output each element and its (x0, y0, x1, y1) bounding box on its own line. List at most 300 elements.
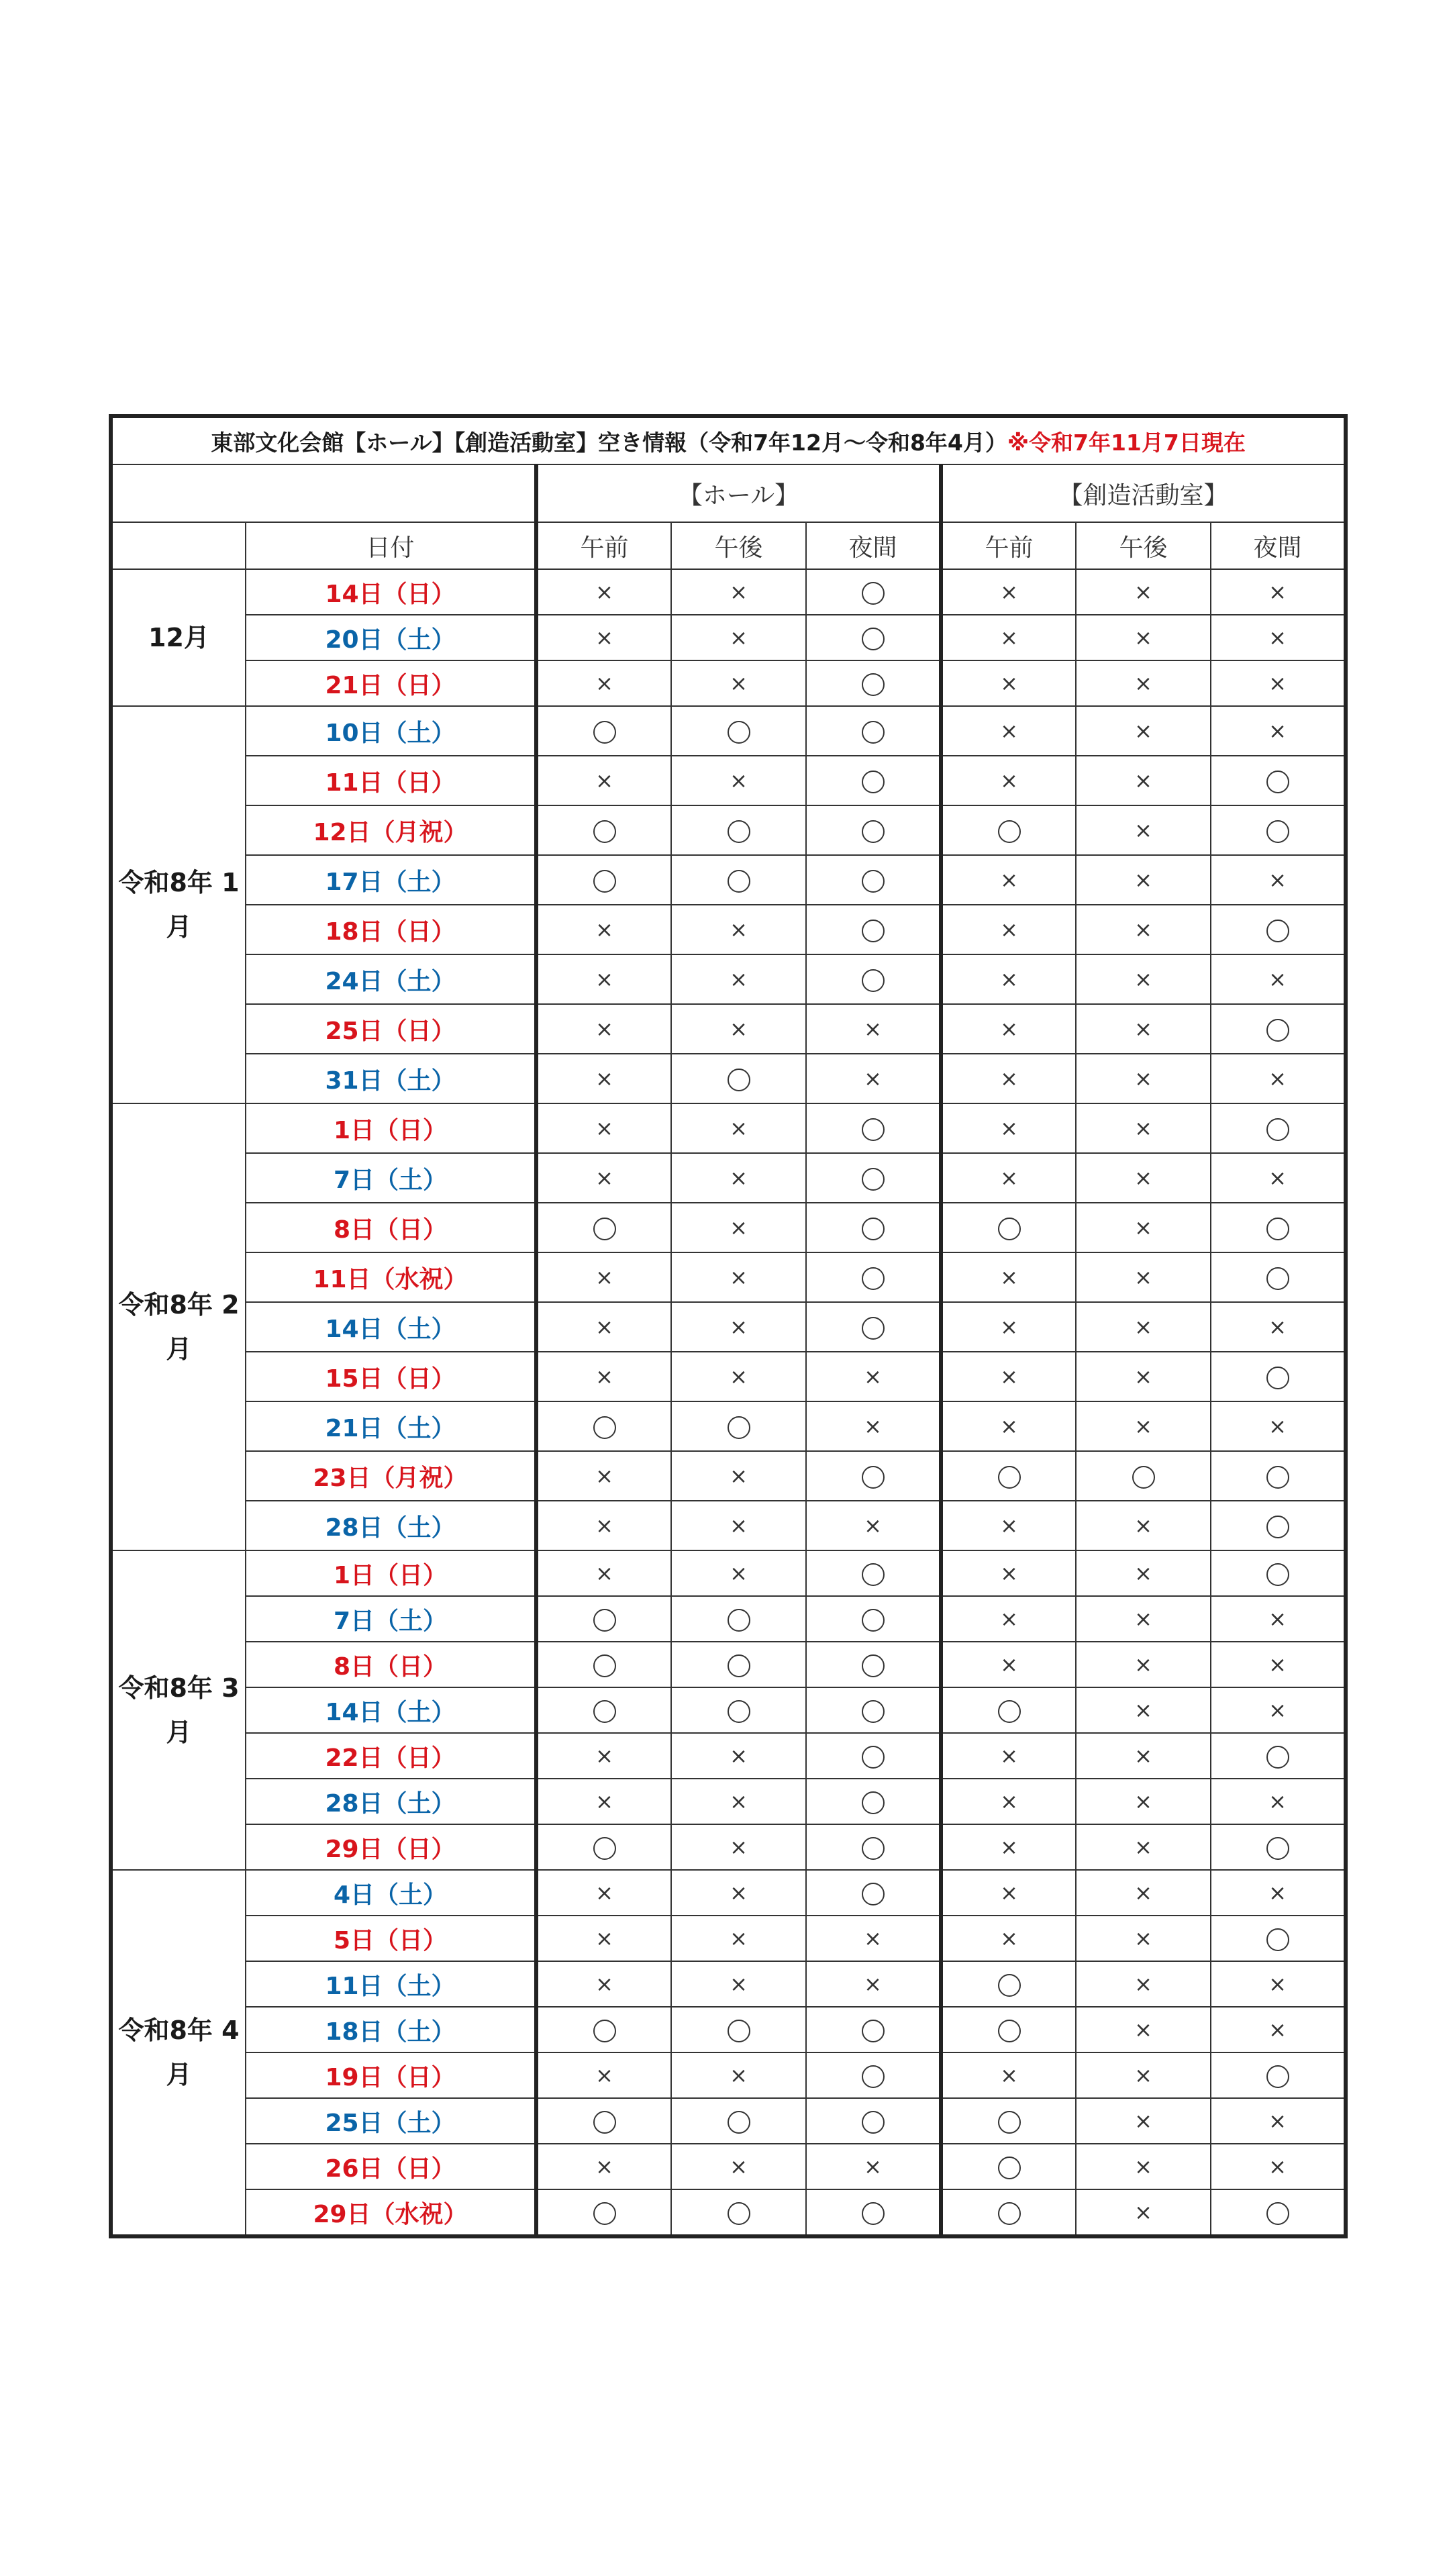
room-am-status (941, 855, 1076, 905)
unavailable-mark: × (1134, 579, 1152, 605)
hall-am-status (536, 2007, 671, 2052)
unavailable-mark: × (730, 2063, 748, 2088)
room-night-status (1211, 1451, 1346, 1501)
unavailable-mark: × (1134, 2199, 1152, 2225)
available-mark (593, 820, 616, 843)
available-mark (862, 1317, 885, 1340)
table-row (111, 1302, 1346, 1352)
unavailable-mark: × (1000, 1016, 1018, 1042)
hall-night-status (806, 1451, 941, 1501)
available-mark (593, 2202, 616, 2225)
available-mark (1266, 1019, 1289, 1042)
room-am-status (941, 569, 1076, 615)
date-cell: 14日（土） (246, 1302, 536, 1352)
hall-am-status (536, 905, 671, 954)
unavailable-mark: × (864, 1364, 882, 1389)
unavailable-mark: × (730, 1834, 748, 1860)
unavailable-mark: × (1134, 1364, 1152, 1389)
room-night-status (1211, 706, 1346, 756)
hall-pm-status (671, 1824, 806, 1870)
table-row (111, 1642, 1346, 1687)
hall-night-status (806, 569, 941, 615)
room-night-status (1211, 1501, 1346, 1550)
table-row (111, 1916, 1346, 1961)
available-mark (728, 2020, 750, 2042)
available-mark (862, 1466, 885, 1489)
hall-pm-header: 午後 (671, 522, 806, 569)
room-night-status (1211, 1779, 1346, 1824)
room-pm-status (1076, 905, 1211, 954)
unavailable-mark: × (1000, 1066, 1018, 1091)
available-mark (862, 1118, 885, 1141)
room-am-status (941, 954, 1076, 1004)
table-row (111, 569, 1346, 615)
hall-am-status (536, 1779, 671, 1824)
unavailable-mark: × (1268, 579, 1287, 605)
unavailable-mark: × (1134, 718, 1152, 744)
unavailable-mark: × (864, 1926, 882, 1951)
hall-am-status (536, 1302, 671, 1352)
room-pm-status (1076, 1596, 1211, 1642)
unavailable-mark: × (864, 1513, 882, 1538)
hall-night-status (806, 1054, 941, 1103)
room-night-status (1211, 905, 1346, 954)
room-am-status (941, 1352, 1076, 1401)
room-night-status (1211, 2144, 1346, 2189)
unavailable-mark: × (1268, 1066, 1287, 1091)
room-night-status (1211, 2189, 1346, 2236)
available-mark (593, 1837, 616, 1860)
hall-am-status (536, 1451, 671, 1501)
date-cell: 22日（日） (246, 1733, 536, 1779)
unavailable-mark: × (864, 1971, 882, 1997)
available-mark (728, 1654, 750, 1677)
room-am-status (941, 1153, 1076, 1203)
unavailable-mark: × (730, 768, 748, 793)
unavailable-mark: × (1268, 625, 1287, 650)
room-am-status (941, 2098, 1076, 2144)
date-cell: 23日（月祝） (246, 1451, 536, 1501)
available-mark (1266, 820, 1289, 843)
date-cell: 11日（日） (246, 756, 536, 805)
hall-am-status (536, 1501, 671, 1550)
date-cell: 1日（日） (246, 1103, 536, 1153)
unavailable-mark: × (730, 1880, 748, 1905)
available-mark (593, 1654, 616, 1677)
unavailable-mark: × (1134, 1697, 1152, 1723)
available-mark (998, 2157, 1021, 2179)
hall-night-status (806, 1961, 941, 2007)
room-am-status (941, 2189, 1076, 2236)
date-cell: 8日（日） (246, 1642, 536, 1687)
available-mark (862, 1563, 885, 1586)
date-cell: 5日（日） (246, 1916, 536, 1961)
hall-pm-status (671, 1302, 806, 1352)
room-pm-status (1076, 706, 1211, 756)
room-am-status (941, 1302, 1076, 1352)
room-pm-status (1076, 1054, 1211, 1103)
room-am-status (941, 1961, 1076, 2007)
room-am-status (941, 1642, 1076, 1687)
available-mark (1266, 1837, 1289, 1860)
table-row (111, 1501, 1346, 1550)
hall-pm-status (671, 905, 806, 954)
unavailable-mark: × (1000, 1743, 1018, 1769)
unavailable-mark: × (595, 1364, 613, 1389)
unavailable-mark: × (730, 579, 748, 605)
unavailable-mark: × (1268, 1606, 1287, 1632)
room-am-status (941, 756, 1076, 805)
availability-table (109, 414, 1348, 2238)
room-pm-header: 午後 (1076, 522, 1211, 569)
available-mark (593, 1700, 616, 1723)
unavailable-mark: × (730, 1215, 748, 1240)
hall-night-status (806, 905, 941, 954)
available-mark (862, 1883, 885, 1905)
unavailable-mark: × (595, 1016, 613, 1042)
available-mark (728, 721, 750, 744)
room-night-status (1211, 2007, 1346, 2052)
room-pm-status (1076, 1687, 1211, 1733)
room-pm-status (1076, 954, 1211, 1004)
hall-am-status (536, 1352, 671, 1401)
unavailable-mark: × (595, 1463, 613, 1489)
unavailable-mark: × (595, 1789, 613, 1814)
unavailable-mark: × (595, 967, 613, 992)
available-mark (728, 1416, 750, 1439)
hall-am-status (536, 2098, 671, 2144)
hall-night-status (806, 660, 941, 706)
available-mark (862, 2202, 885, 2225)
room-am-status (941, 1054, 1076, 1103)
available-mark (728, 2111, 750, 2134)
room-pm-status (1076, 569, 1211, 615)
room-am-status (941, 2007, 1076, 2052)
unavailable-mark: × (1268, 2017, 1287, 2042)
room-pm-status (1076, 1733, 1211, 1779)
table-row (111, 1054, 1346, 1103)
room-header: 【創造活動室】 (941, 464, 1346, 522)
room-night-status (1211, 1401, 1346, 1451)
date-cell: 15日（日） (246, 1352, 536, 1401)
room-am-status (941, 1451, 1076, 1501)
available-mark (593, 2111, 616, 2134)
room-night-status (1211, 1870, 1346, 1916)
hall-night-status (806, 1824, 941, 1870)
hall-night-status (806, 1870, 941, 1916)
date-cell: 28日（土） (246, 1779, 536, 1824)
hall-pm-status (671, 1733, 806, 1779)
room-night-status (1211, 1550, 1346, 1596)
hall-pm-status (671, 1103, 806, 1153)
available-mark (998, 1700, 1021, 1723)
hall-am-status (536, 2144, 671, 2189)
available-mark (1266, 2202, 1289, 2225)
hall-pm-status (671, 1352, 806, 1401)
hall-am-status (536, 1153, 671, 1203)
unavailable-mark: × (1134, 1834, 1152, 1860)
available-mark (862, 771, 885, 793)
table-row (111, 2144, 1346, 2189)
table-row (111, 615, 1346, 660)
room-am-status (941, 1779, 1076, 1824)
as-of-note: ※令和7年11月7日現在 (1007, 429, 1246, 456)
hall-pm-status (671, 1550, 806, 1596)
hall-am-status (536, 660, 671, 706)
available-mark (1266, 1563, 1289, 1586)
hall-night-status (806, 1203, 941, 1252)
month-header-cell (111, 522, 246, 569)
hall-am-status (536, 1596, 671, 1642)
hall-am-status (536, 2052, 671, 2098)
available-mark (998, 2020, 1021, 2042)
room-night-status (1211, 1153, 1346, 1203)
hall-am-status (536, 1733, 671, 1779)
available-mark (862, 2065, 885, 2088)
room-night-status (1211, 805, 1346, 855)
available-mark (862, 820, 885, 843)
unavailable-mark: × (1134, 967, 1152, 992)
available-mark (862, 1168, 885, 1191)
room-pm-status (1076, 1252, 1211, 1302)
unavailable-mark: × (1134, 1926, 1152, 1951)
hall-night-status (806, 1352, 941, 1401)
table-title (111, 416, 1346, 464)
available-mark (998, 1466, 1021, 1489)
hall-pm-status (671, 1203, 806, 1252)
room-am-status (941, 706, 1076, 756)
table-row (111, 660, 1346, 706)
unavailable-mark: × (595, 2063, 613, 2088)
unavailable-mark: × (595, 1314, 613, 1340)
room-night-status (1211, 1642, 1346, 1687)
unavailable-mark: × (595, 1066, 613, 1091)
unavailable-mark: × (1268, 1652, 1287, 1677)
hall-night-status (806, 954, 941, 1004)
unavailable-mark: × (1000, 867, 1018, 893)
table-row (111, 1153, 1346, 1203)
available-mark (998, 1218, 1021, 1240)
date-cell: 7日（土） (246, 1153, 536, 1203)
unavailable-mark: × (1134, 1116, 1152, 1141)
unavailable-mark: × (1268, 1697, 1287, 1723)
hall-pm-status (671, 805, 806, 855)
unavailable-mark: × (1000, 1606, 1018, 1632)
hall-am-status (536, 2189, 671, 2236)
date-cell: 1日（日） (246, 1550, 536, 1596)
unavailable-mark: × (1000, 1834, 1018, 1860)
hall-night-status (806, 855, 941, 905)
room-pm-status (1076, 855, 1211, 905)
date-cell: 25日（日） (246, 1004, 536, 1054)
date-cell: 4日（土） (246, 1870, 536, 1916)
hall-am-status (536, 954, 671, 1004)
room-am-status (941, 1004, 1076, 1054)
hall-night-status (806, 805, 941, 855)
unavailable-mark: × (1000, 1414, 1018, 1439)
date-cell: 7日（土） (246, 1596, 536, 1642)
room-night-status (1211, 1004, 1346, 1054)
room-pm-status (1076, 1203, 1211, 1252)
room-am-header: 午前 (941, 522, 1076, 569)
hall-night-status (806, 2098, 941, 2144)
unavailable-mark: × (864, 1066, 882, 1091)
unavailable-mark: × (730, 917, 748, 942)
unavailable-mark: × (1000, 1880, 1018, 1905)
room-pm-status (1076, 1916, 1211, 1961)
room-pm-status (1076, 1642, 1211, 1687)
room-pm-status (1076, 2007, 1211, 2052)
hall-pm-status (671, 1004, 806, 1054)
unavailable-mark: × (1134, 1066, 1152, 1091)
hall-pm-status (671, 1501, 806, 1550)
hall-pm-status (671, 1779, 806, 1824)
unavailable-mark: × (730, 1971, 748, 1997)
period-header-row (111, 522, 1346, 569)
unavailable-mark: × (730, 1265, 748, 1290)
hall-pm-status (671, 2052, 806, 2098)
hall-am-status (536, 855, 671, 905)
unavailable-mark: × (595, 1926, 613, 1951)
unavailable-mark: × (1268, 1789, 1287, 1814)
available-mark (1266, 771, 1289, 793)
room-pm-status (1076, 1779, 1211, 1824)
hall-night-status (806, 2144, 941, 2189)
room-night-status (1211, 1203, 1346, 1252)
hall-am-status (536, 1642, 671, 1687)
unavailable-mark: × (595, 1513, 613, 1538)
room-night-status (1211, 756, 1346, 805)
date-cell: 28日（土） (246, 1501, 536, 1550)
unavailable-mark: × (730, 1926, 748, 1951)
available-mark (862, 1791, 885, 1814)
room-pm-status (1076, 660, 1211, 706)
hall-night-status (806, 1103, 941, 1153)
table-row (111, 2052, 1346, 2098)
unavailable-mark: × (1134, 671, 1152, 696)
date-cell: 14日（土） (246, 1687, 536, 1733)
room-night-status (1211, 1352, 1346, 1401)
unavailable-mark: × (595, 579, 613, 605)
blank-header-cell (111, 464, 536, 522)
available-mark (728, 870, 750, 893)
hall-pm-status (671, 706, 806, 756)
date-cell: 29日（水祝） (246, 2189, 536, 2236)
table-row (111, 2007, 1346, 2052)
unavailable-mark: × (1000, 671, 1018, 696)
hall-pm-status (671, 1687, 806, 1733)
month-label: 12月 (111, 569, 246, 706)
available-mark (998, 2111, 1021, 2134)
unavailable-mark: × (1268, 1414, 1287, 1439)
unavailable-mark: × (1268, 1880, 1287, 1905)
available-mark (593, 1416, 616, 1439)
hall-pm-status (671, 1642, 806, 1687)
date-cell: 8日（日） (246, 1203, 536, 1252)
unavailable-mark: × (1134, 768, 1152, 793)
hall-pm-status (671, 1596, 806, 1642)
room-pm-status (1076, 1153, 1211, 1203)
hall-night-status (806, 1642, 941, 1687)
unavailable-mark: × (730, 1743, 748, 1769)
room-am-status (941, 1824, 1076, 1870)
hall-pm-status (671, 615, 806, 660)
hall-am-status (536, 706, 671, 756)
room-pm-status (1076, 2189, 1211, 2236)
available-mark (862, 1609, 885, 1632)
available-mark (862, 1700, 885, 1723)
unavailable-mark: × (1000, 1561, 1018, 1586)
unavailable-mark: × (864, 1414, 882, 1439)
unavailable-mark: × (595, 1561, 613, 1586)
unavailable-mark: × (1134, 1652, 1152, 1677)
available-mark (862, 2020, 885, 2042)
unavailable-mark: × (1268, 671, 1287, 696)
table-row (111, 1779, 1346, 1824)
available-mark (998, 1974, 1021, 1997)
date-cell: 14日（日） (246, 569, 536, 615)
room-night-status (1211, 2052, 1346, 2098)
hall-pm-status (671, 2144, 806, 2189)
hall-night-status (806, 1916, 941, 1961)
room-night-status (1211, 1054, 1346, 1103)
title-text: 東部文化会館【ホール】【創造活動室】空き情報（令和7年12月～令和8年4月） (211, 429, 1007, 456)
unavailable-mark: × (1134, 625, 1152, 650)
room-night-status (1211, 615, 1346, 660)
unavailable-mark: × (1134, 1743, 1152, 1769)
room-am-status (941, 1870, 1076, 1916)
room-night-status (1211, 2098, 1346, 2144)
unavailable-mark: × (1000, 768, 1018, 793)
room-pm-status (1076, 1870, 1211, 1916)
unavailable-mark: × (1000, 1789, 1018, 1814)
room-pm-status (1076, 1961, 1211, 2007)
unavailable-mark: × (1134, 1880, 1152, 1905)
table-row (111, 1401, 1346, 1451)
available-mark (862, 628, 885, 650)
unavailable-mark: × (1134, 1016, 1152, 1042)
hall-night-status (806, 1401, 941, 1451)
unavailable-mark: × (864, 1016, 882, 1042)
unavailable-mark: × (1000, 718, 1018, 744)
hall-night-status (806, 1153, 941, 1203)
hall-night-status (806, 1779, 941, 1824)
room-night-status (1211, 855, 1346, 905)
unavailable-mark: × (1134, 867, 1152, 893)
unavailable-mark: × (1268, 1971, 1287, 1997)
hall-night-status (806, 615, 941, 660)
available-mark (1266, 1928, 1289, 1951)
unavailable-mark: × (595, 625, 613, 650)
room-night-status (1211, 1824, 1346, 1870)
room-pm-status (1076, 2052, 1211, 2098)
unavailable-mark: × (730, 1364, 748, 1389)
date-cell: 11日（土） (246, 1961, 536, 2007)
room-am-status (941, 660, 1076, 706)
hall-pm-status (671, 1153, 806, 1203)
table-row (111, 1961, 1346, 2007)
unavailable-mark: × (1134, 1314, 1152, 1340)
room-am-status (941, 2144, 1076, 2189)
hall-am-status (536, 805, 671, 855)
hall-pm-status (671, 660, 806, 706)
room-am-status (941, 1401, 1076, 1451)
table-row (111, 1870, 1346, 1916)
title-row (111, 416, 1346, 464)
unavailable-mark: × (1000, 1513, 1018, 1538)
room-pm-status (1076, 756, 1211, 805)
unavailable-mark: × (1134, 1165, 1152, 1191)
